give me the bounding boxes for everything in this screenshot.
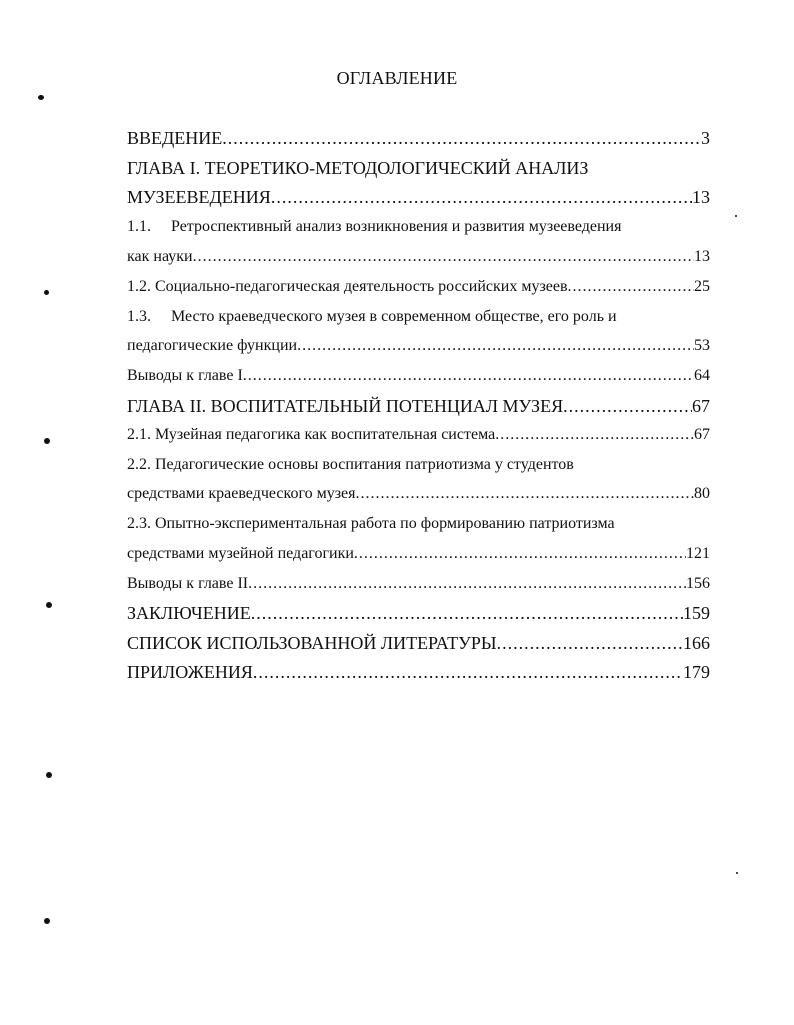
- toc-entry-section-2-1[interactable]: [127, 426, 710, 444]
- scan-speck: [46, 602, 52, 608]
- toc-entry-section-1-3[interactable]: [127, 337, 710, 355]
- dot-leader: [497, 633, 683, 654]
- page-number: 67: [692, 396, 710, 416]
- section-title: Ретроспективный анализ возникновения и развития музееведения: [171, 218, 622, 235]
- entry-label: средствами краеведческого музея: [127, 485, 356, 502]
- toc-entry-section-1-1[interactable]: [127, 248, 710, 266]
- section-number: 1.1.: [127, 218, 151, 235]
- scan-speck: [38, 95, 44, 100]
- dot-leader: [243, 367, 694, 385]
- scan-speck: [735, 215, 737, 217]
- dot-leader: [563, 396, 692, 417]
- page-number: 67: [694, 426, 710, 443]
- entry-label: ГЛАВА II. ВОСПИТАТЕЛЬНЫЙ ПОТЕНЦИАЛ МУЗЕЯ: [127, 396, 564, 416]
- page-number: 159: [683, 603, 710, 623]
- scan-speck: [44, 438, 50, 444]
- toc-entry-section-2-3-line1: 2.3. Опытно-экспериментальная работа по формированию патриотизма: [127, 515, 615, 532]
- page-number: 166: [683, 633, 710, 653]
- dot-leader: [248, 575, 686, 593]
- page-number: 13: [692, 187, 710, 207]
- page-number: 53: [694, 337, 710, 354]
- page-number: 13: [694, 248, 710, 265]
- page-number: 80: [694, 485, 710, 502]
- scan-speck: [46, 772, 52, 778]
- dot-leader: [251, 603, 683, 624]
- entry-label: ВВЕДЕНИЕ: [127, 128, 223, 148]
- entry-label: 2.1. Музейная педагогика как воспитательная система: [127, 426, 496, 443]
- scan-speck: [44, 918, 50, 924]
- page-number: 179: [683, 662, 710, 682]
- toc-entry-section-2-2[interactable]: [127, 485, 710, 503]
- dot-leader: [297, 337, 694, 355]
- toc-entry-chapter2[interactable]: [127, 396, 710, 417]
- dot-leader: [253, 662, 683, 683]
- dot-leader: [271, 187, 692, 208]
- page-title: ОГЛАВЛЕНИЕ: [336, 68, 458, 88]
- dot-leader: [222, 128, 701, 149]
- page-number: 64: [694, 367, 710, 384]
- dot-leader: [495, 426, 694, 444]
- toc-entry-introduction[interactable]: [127, 128, 710, 149]
- section-title: Место краеведческого музея в современном обществе, его роль и: [171, 308, 617, 325]
- toc-entry-references[interactable]: [127, 633, 710, 654]
- entry-label: Выводы к главе II: [127, 575, 249, 592]
- entry-label: СПИСОК ИСПОЛЬЗОВАННОЙ ЛИТЕРАТУРЫ: [127, 633, 497, 653]
- toc-entry-section-2-3[interactable]: [127, 545, 710, 563]
- toc-entry-section-1-3-line1: [127, 308, 617, 326]
- toc-entry-section-1-2[interactable]: [127, 278, 710, 296]
- entry-label: как науки: [127, 248, 193, 265]
- entry-label: Выводы к главе I: [127, 367, 243, 384]
- toc-entry-conclusion[interactable]: [127, 603, 710, 624]
- entry-label: средствами музейной педагогики: [127, 545, 354, 562]
- toc-entry-section-1-1-line1: [127, 218, 621, 236]
- page-number: 3: [701, 128, 710, 148]
- toc-entry-conclusions-chapter1[interactable]: [127, 367, 710, 385]
- toc-entry-section-2-2-line1: 2.2. Педагогические основы воспитания патриотизма у студентов: [127, 456, 574, 473]
- scan-speck: [736, 872, 738, 874]
- dot-leader: [354, 545, 686, 563]
- toc-entry-conclusions-chapter2[interactable]: [127, 575, 710, 593]
- dot-leader: [568, 278, 694, 296]
- toc-entry-appendices[interactable]: [127, 662, 710, 683]
- entry-label: ЗАКЛЮЧЕНИЕ: [127, 603, 251, 623]
- dot-leader: [193, 248, 694, 266]
- entry-label: МУЗЕЕВЕДЕНИЯ: [127, 187, 271, 207]
- dot-leader: [356, 485, 694, 503]
- page-number: 121: [686, 545, 710, 562]
- scan-speck: [44, 290, 49, 295]
- entry-label: педагогические функции: [127, 337, 298, 354]
- toc-entry-chapter1[interactable]: [127, 187, 710, 208]
- section-number: 1.3.: [127, 308, 151, 325]
- entry-label: 1.2. Социально-педагогическая деятельность российских музеев: [127, 278, 568, 295]
- page-number: 25: [694, 278, 710, 295]
- toc-entry-chapter1-line1: ГЛАВА I. ТЕОРЕТИКО-МЕТОДОЛОГИЧЕСКИЙ АНАЛИЗ: [127, 158, 589, 178]
- entry-label: ПРИЛОЖЕНИЯ: [127, 662, 253, 682]
- page-number: 156: [686, 575, 710, 592]
